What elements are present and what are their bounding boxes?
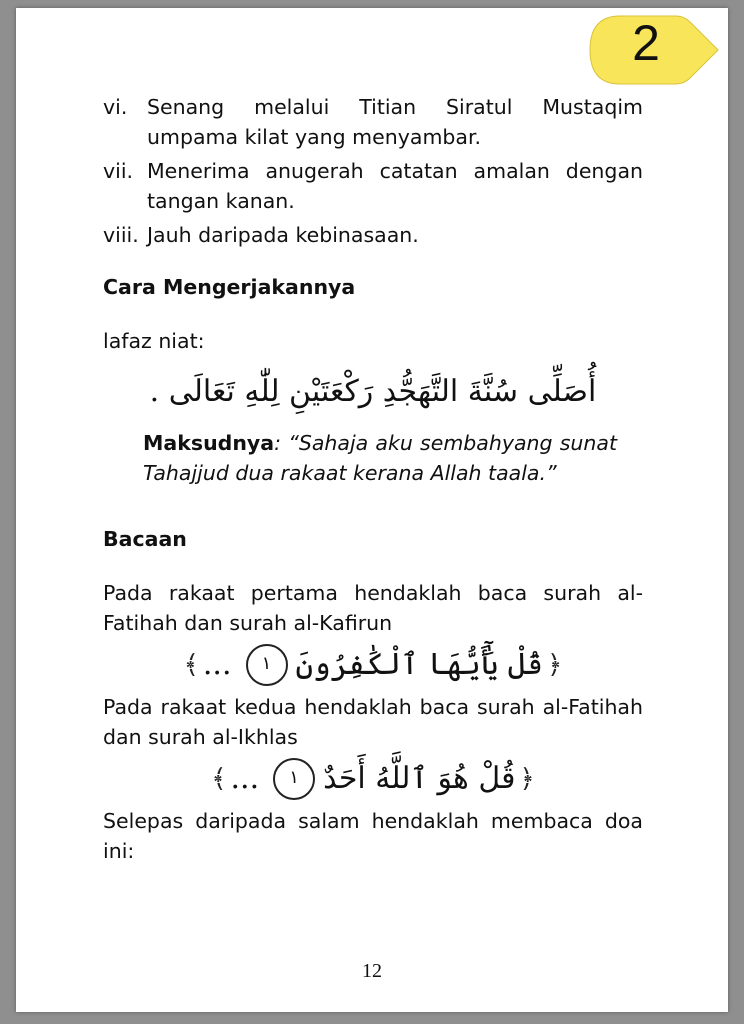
maksud-paragraph <box>143 428 617 488</box>
ellipsis: ... <box>202 647 232 682</box>
page-number: 12 <box>362 960 382 982</box>
ayah-kafirun <box>103 642 643 688</box>
rakaat-pertama-text: Pada rakaat pertama hendaklah baca surah al-Fatihah dan surah al-Kafirun <box>103 581 643 635</box>
niat-label: lafaz niat: <box>103 329 205 353</box>
rakaat-kedua-text: Pada rakaat kedua hendaklah baca surah al-Fatihah dan surah al-Ikhlas <box>103 695 643 749</box>
right-ornament-icon: ﴿ <box>547 650 563 680</box>
list-item-text: Jauh daripada kebinasaan. <box>147 223 419 247</box>
list-item-text: Senang melalui Titian Siratul Mustaqim umpama kilat yang menyambar. <box>147 95 643 149</box>
ayah-number-marker: ١ <box>273 758 315 800</box>
list-marker: viii. <box>103 223 139 247</box>
list-item <box>103 156 643 216</box>
left-ornament-icon: ﴾ <box>183 650 199 680</box>
niat-arabic: أُصَلِّى سُنَّةَ التَّهَجُّدِ رَكْعَتَيْنِ لِلّٰهِ تَعَالَى . <box>149 374 597 409</box>
section-heading-cara: Cara Mengerjakannya <box>103 275 356 299</box>
maksud-text: : “Sahaja aku sembahyang sunat Tahajjud dua rakaat kerana Allah taala.” <box>143 431 617 485</box>
ayah-number-marker: ١ <box>246 644 288 686</box>
left-ornament-icon: ﴾ <box>211 764 227 794</box>
document-page <box>16 8 728 1012</box>
list-marker: vii. <box>103 159 134 183</box>
section-heading-bacaan: Bacaan <box>103 527 187 551</box>
ayah-ikhlas-text: قُلْ هُوَ ٱللَّهُ أَحَدٌ <box>323 761 516 796</box>
maksud-label: Maksudnya <box>143 431 275 455</box>
selepas-salam-text: Selepas daripada salam hendaklah membaca doa ini: <box>103 809 643 863</box>
list-item <box>103 92 643 152</box>
ayah-ikhlas <box>103 756 643 802</box>
benefits-list <box>103 92 643 250</box>
badge-number: 2 <box>632 15 660 71</box>
page-badge <box>580 12 720 92</box>
page-content <box>103 92 643 866</box>
ayah-kafirun-text: قُلْ يَٰٓأَيُّهَا ٱلْكَٰفِرُونَ <box>295 647 544 682</box>
ellipsis: ... <box>230 761 260 796</box>
list-item <box>103 220 643 250</box>
list-item-text: Menerima anugerah catatan amalan dengan tangan kanan. <box>147 159 643 213</box>
right-ornament-icon: ﴿ <box>519 764 535 794</box>
list-marker: vi. <box>103 95 128 119</box>
